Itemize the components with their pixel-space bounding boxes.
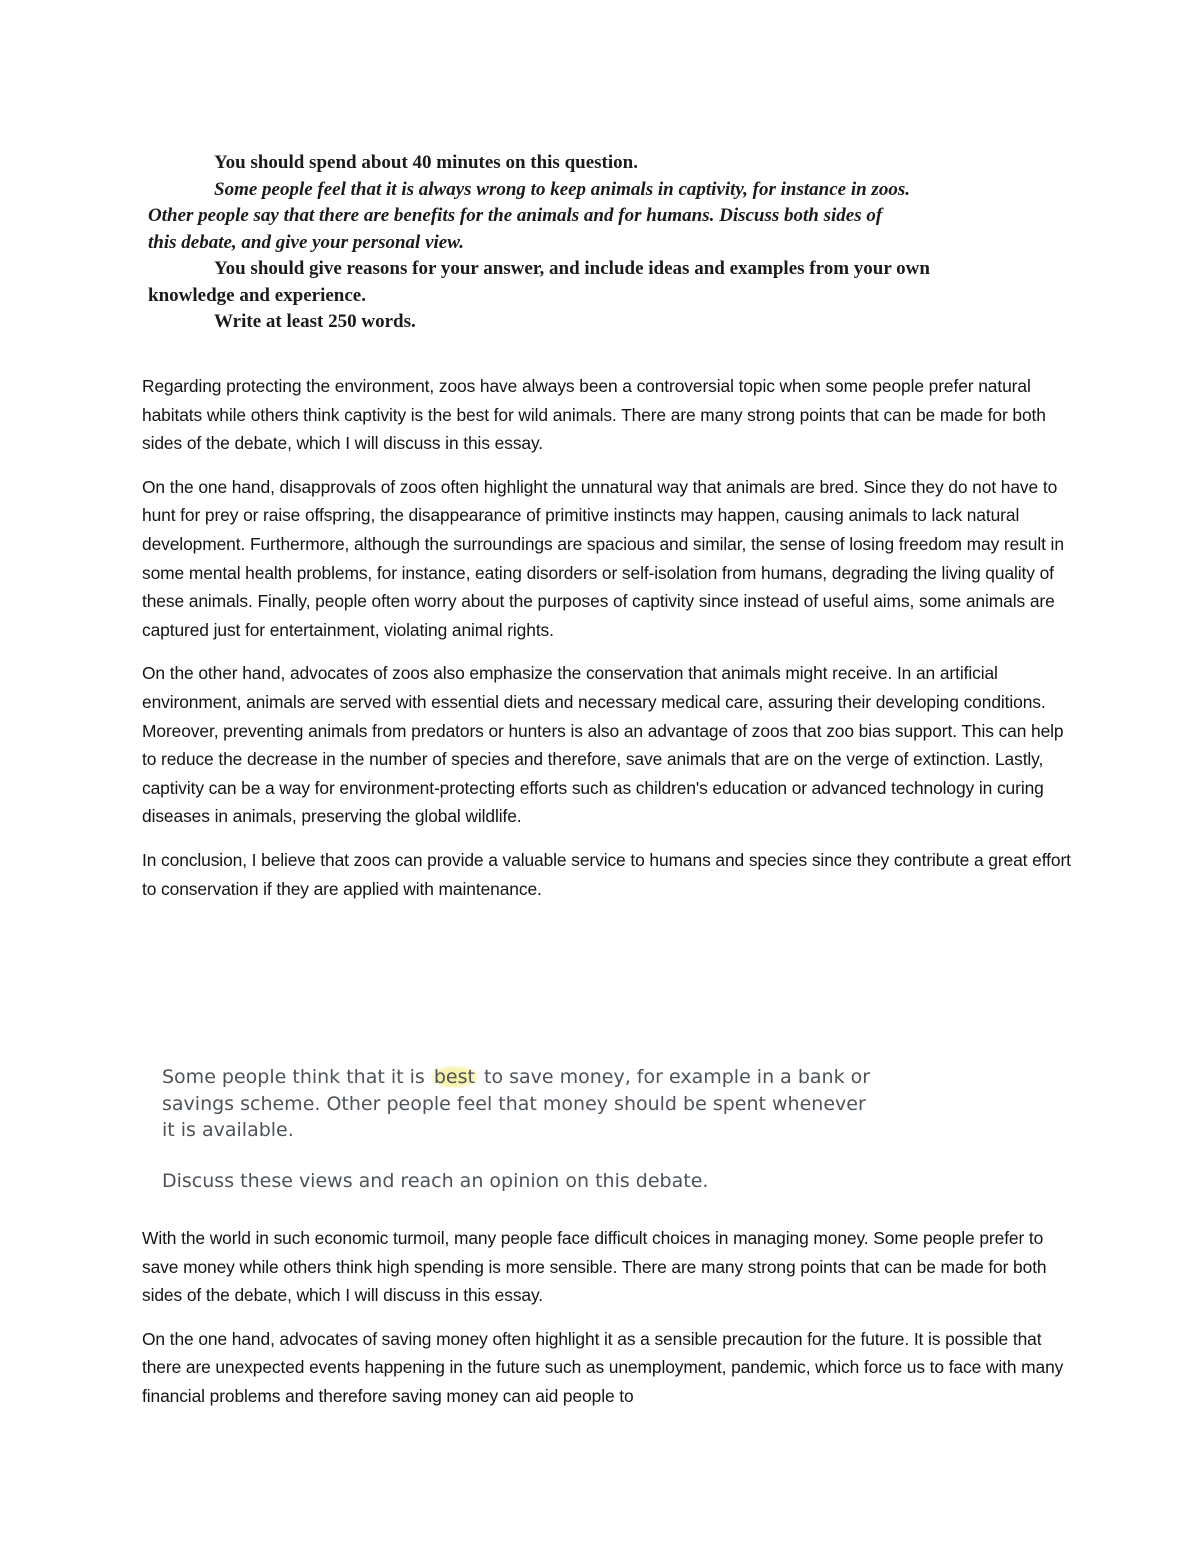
essay-paragraph: With the world in such economic turmoil, many people face difficult choices in managing money. Some people prefer to save money while others think high spending is more sensible. There are many strong points that can be made for both sides of the debate, which I will discuss in this essay. <box>142 1228 1047 1306</box>
question-line: Some people feel that it is always wrong to keep animals in captivity, for instance in zoos. <box>214 178 910 200</box>
word-count-instruction: Write at least 250 words. <box>214 311 416 332</box>
task2-instruction: Discuss these views and reach an opinion on this debate. <box>162 1169 709 1192</box>
reasons-instruction: knowledge and experience. <box>148 284 366 306</box>
reasons-instruction: You should give reasons for your answer, and include ideas and examples from your own <box>214 258 930 279</box>
question-line: Other people say that there are benefits for the animals and for humans. Discuss both sides of <box>148 205 883 226</box>
highlighted-word: best <box>431 1066 478 1088</box>
task1-prompt <box>148 150 1048 336</box>
essay-money <box>142 1224 1072 1426</box>
question-line: this debate, and give your personal view. <box>148 231 464 253</box>
essay-paragraph: On the other hand, advocates of zoos also emphasize the conservation that animals might receive. In an artificial environment, animals are served with essential diets and necessary medical care, assuring their developing conditions. Moreover, preventing animals from predators or hunters is also an advantage of zoos that zoo bias support. This can help to reduce the decrease in the number of species and therefore, save animals that are on the verge of extinction. Lastly, captivity can be a way for environment-protecting efforts such as children's education or advanced technology in curing diseases in animals, preserving the global wildlife. <box>142 663 1064 827</box>
essay-paragraph: On the one hand, disapprovals of zoos often highlight the unnatural way that animals are bred. Since they do not have to hunt for prey or raise offspring, the disappearance of primitive instincts may happen, causing animals to lack natural development. Furthermore, although the surroundings are spacious and similar, the sense of losing freedom may result in some mental health problems, for instance, eating disorders or self-isolation from humans, degrading the living quality of these animals. Finally, people often worry about the purposes of captivity since instead of useful aims, some animals are captured just for entertainment, violating animal rights. <box>142 476 1064 640</box>
task2-prompt <box>162 1064 882 1194</box>
essay-paragraph: On the one hand, advocates of saving money often highlight it as a sensible precaution for the future. It is possible that there are unexpected events happening in the future such as unemployment, pandemic, which force us to face with many financial problems and therefore saving money can aid people to <box>142 1328 1064 1406</box>
essay-paragraph: Regarding protecting the environment, zoos have always been a controversial topic when some people prefer natural habitats while others think captivity is the best for wild animals. There are many strong points that can be made for both sides of the debate, which I will discuss in this essay. <box>142 376 1046 454</box>
essay-zoos <box>142 372 1072 918</box>
essay-paragraph: In conclusion, I believe that zoos can provide a valuable service to humans and species since they contribute a great effort to conservation if they are applied with maintenance. <box>142 849 1071 899</box>
task2-question <box>162 1064 882 1144</box>
question-text: Some people think that it is <box>162 1066 431 1088</box>
time-instruction: You should spend about 40 minutes on this question. <box>214 152 638 173</box>
question-text: to save money, for example in a bank or savings scheme. Other people feel that money should be spent whenever it is available. <box>162 1066 871 1141</box>
